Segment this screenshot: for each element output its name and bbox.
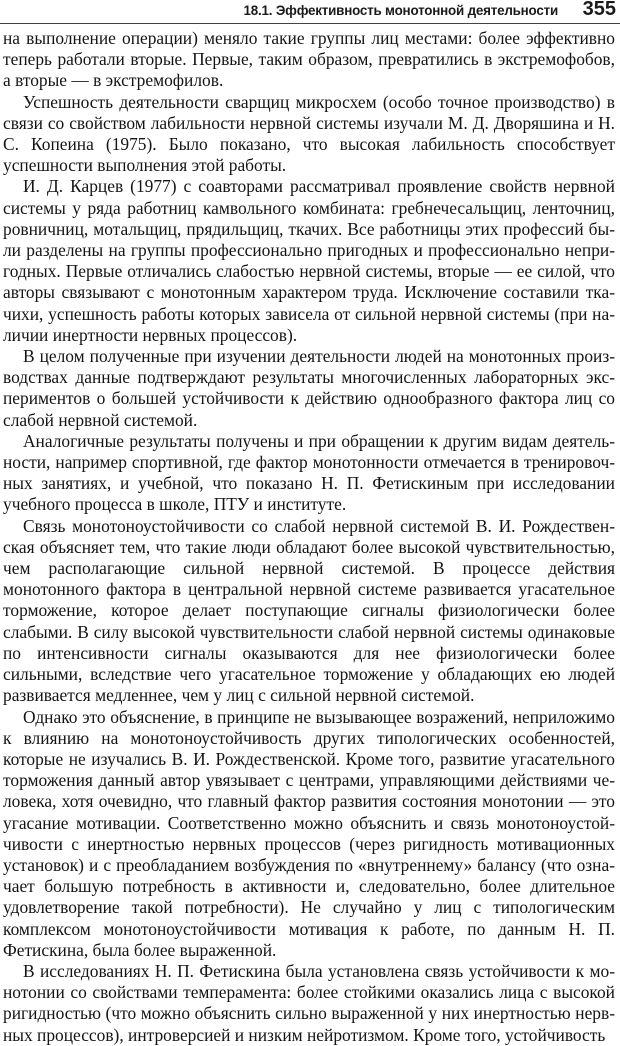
paragraph: И. Д. Карцев (1977) с соавторами рассматривал проявление свойств нервной системы у ряда работниц камвольного комбината: гребнечесальщиц, ленточниц, ровничниц, мотальщиц, прядильщиц, ткачих. Все работницы этих профессий были разделены на группы профессионально пригодных и профессионально непригодных. Первые отличались слабостью нервной системы, вторые — ее силой, что авторы связывают с монотонным характером труда. Исключение составили ткачихи, успешность работы которых зависела от сильной нервной системы (при наличии инертности нервных процессов). — [3, 176, 615, 345]
paragraph: Однако это объяснение, в принципе не вызывающее возражений, неприложимо к влиянию на монотоноустойчивость других типологических особенностей, которые не изучались В. И. Рождественской. Кроме того, развитие угасательного торможения данный автор увязывает с центрами, управляющими действиями человека, хотя очевидно, что главный фактор развития состояния монотонии — это угасание мотивации. Соответственно можно объяснить и связь монотоноустойчивости с инертностью нервных процессов (через ригидность мотивационных установок) и с преобладанием возбуждения по «внутреннему» балансу (что означает большую потребность в активности и, следовательно, более длительное удовлетворение такой потребности). Не случайно у лиц с типологическим комплексом монотоноустойчивости мотивация к работе, по данным Н. П. Фетискина, была более выраженной. — [3, 706, 615, 960]
paragraph: В исследованиях Н. П. Фетискина была установлена связь устойчивости к монотонии со свойствами темперамента: более стойкими оказались лица с высокой ригидностью (что можно объяснить сильно выраженной у них инертностью нервных процессов), интроверсией и низким нейротизмом. Кроме того, устойчивость — [3, 960, 615, 1045]
paragraph: В целом полученные при изучении деятельности людей на монотонных производствах данные подтверждают результаты многочисленных лабораторных экспериментов о большей устойчивости к действию однообразного фактора лиц со слабой нервной системой. — [3, 346, 615, 430]
body-text — [3, 28, 615, 1046]
running-title: 18.1. Эффективность монотонной деятельности — [243, 3, 558, 18]
header-rule — [0, 23, 620, 24]
paragraph: Аналогичные результаты получены и при обращении к другим видам деятельности, например спортивной, где фактор монотонности отмечается в тренировочных занятиях, и учебной, что показано Н. П. Фетискиным при исследовании учебного процесса в школе, ПТУ и институте. — [3, 430, 615, 515]
page-number: 355 — [582, 0, 616, 20]
page-header — [0, 0, 620, 27]
paragraph: на выполнение операции) меняло такие группы лиц местами: более эффективно теперь работали вторые. Первые, таким образом, превратились в экстремофобов, а вторые — в экстремофилов. — [3, 28, 615, 91]
paragraph: Связь монотоноустойчивости со слабой нервной системой В. И. Рождественская объясняет тем, что такие люди обладают более высокой чувствительностью, чем располагающие сильной нервной системой. В процессе действия монотонного фактора в центральной нервной системе развивается угасательное торможение, которое делает поступающие сигналы физиологически более слабыми. В силу высокой чувствительности слабой нервной системы одинаковые по интенсивности сигналы оказываются для нее физиологически более сильными, вследствие чего угасательное торможение у обладающих ею людей развивается медленнее, чем у лиц с сильной нервной системой. — [3, 515, 615, 706]
paragraph: Успешность деятельности сварщиц микросхем (особо точное производство) в связи со свойством лабильности нервной системы изучали М. Д. Дворяшина и Н. С. Копеина (1975). Было показано, что высокая лабильность способствует успешности выполнения этой работы. — [3, 91, 615, 176]
